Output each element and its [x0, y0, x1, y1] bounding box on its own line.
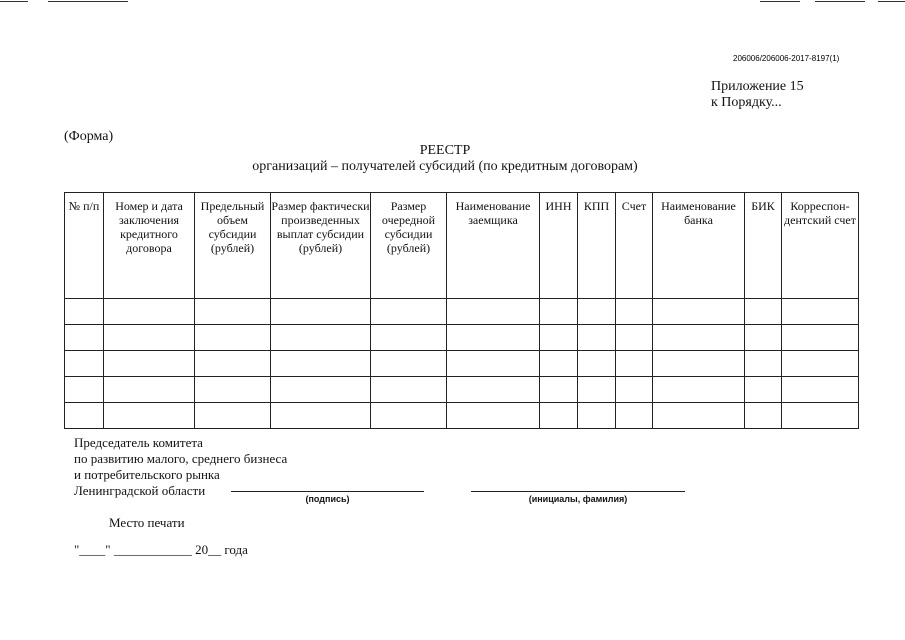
table-cell	[653, 403, 745, 429]
table-cell	[104, 299, 195, 325]
table-cell	[65, 325, 104, 351]
table-cell	[195, 299, 271, 325]
column-header-contract: Номер и дата заключения кредитного договора	[104, 193, 195, 299]
column-header-next-subsidy: Размер очередной субсидии (рублей)	[371, 193, 447, 299]
table-cell	[653, 377, 745, 403]
table-cell	[371, 377, 447, 403]
table-cell	[65, 351, 104, 377]
form-label: (Форма)	[64, 129, 114, 144]
table-cell	[745, 403, 782, 429]
document-subtitle: организаций – получателей субсидий (по кредитным договорам)	[252, 159, 638, 174]
column-header-number: № п/п	[65, 193, 104, 299]
column-header-bank: Наименование банка	[653, 193, 745, 299]
table-row	[65, 377, 859, 403]
table-cell	[65, 403, 104, 429]
table-cell	[782, 403, 859, 429]
table-cell	[104, 403, 195, 429]
signatory-line-4: Ленинградской области	[74, 483, 206, 498]
table-cell	[271, 325, 371, 351]
table-cell	[447, 377, 540, 403]
edge-mark	[878, 1, 905, 2]
document-id: 206006/206006-2017-8197(1)	[733, 54, 840, 63]
column-header-inn: ИНН	[540, 193, 578, 299]
table-cell	[104, 325, 195, 351]
column-header-limit: Предельный объем субсидии (рублей)	[195, 193, 271, 299]
appendix-line-1: Приложение 15	[711, 79, 804, 94]
name-line	[471, 490, 685, 492]
table-row	[65, 299, 859, 325]
table-cell	[271, 377, 371, 403]
table-cell	[540, 299, 578, 325]
table-cell	[104, 377, 195, 403]
table-cell	[653, 325, 745, 351]
table-cell	[745, 377, 782, 403]
table-row	[65, 325, 859, 351]
document-title: РЕЕСТР	[419, 143, 471, 158]
column-header-kpp: КПП	[578, 193, 616, 299]
table-cell	[195, 351, 271, 377]
table-cell	[616, 351, 653, 377]
table-cell	[578, 325, 616, 351]
table-cell	[578, 403, 616, 429]
column-header-paid: Размер фактически произведенных выплат субсидии (рублей)	[271, 193, 371, 299]
column-header-corr-account: Корреспон-дентский счет	[782, 193, 859, 299]
table-cell	[271, 299, 371, 325]
table-cell	[540, 403, 578, 429]
stamp-place: Место печати	[109, 515, 185, 530]
registry-table	[64, 192, 859, 429]
date-line: "____" ____________ 20__ года	[74, 542, 248, 557]
appendix-line-2: к Порядку...	[711, 95, 782, 110]
table-cell	[104, 351, 195, 377]
table-cell	[447, 325, 540, 351]
table-cell	[447, 351, 540, 377]
table-cell	[782, 377, 859, 403]
column-header-bik: БИК	[745, 193, 782, 299]
table-cell	[653, 299, 745, 325]
signatory-line-3: и потребительского рынка	[74, 467, 220, 482]
signature-line	[231, 490, 424, 492]
table-cell	[578, 377, 616, 403]
table-cell	[578, 351, 616, 377]
table-row	[65, 403, 859, 429]
table-cell	[745, 351, 782, 377]
table-cell	[578, 299, 616, 325]
table-cell	[271, 351, 371, 377]
table-cell	[540, 351, 578, 377]
table-cell	[371, 325, 447, 351]
table-cell	[616, 299, 653, 325]
table-cell	[616, 325, 653, 351]
table-cell	[195, 377, 271, 403]
table-header-row	[65, 193, 859, 299]
table-cell	[616, 403, 653, 429]
table-row	[65, 351, 859, 377]
table-cell	[540, 325, 578, 351]
column-header-borrower: Наименование заемщика	[447, 193, 540, 299]
edge-mark	[48, 1, 128, 2]
table-cell	[195, 325, 271, 351]
name-caption: (инициалы, фамилия)	[528, 494, 628, 504]
table-cell	[616, 377, 653, 403]
signatory-line-1: Председатель комитета	[74, 435, 203, 450]
edge-mark	[760, 1, 800, 2]
signature-caption: (подпись)	[305, 494, 350, 504]
table-cell	[371, 351, 447, 377]
table-cell	[540, 377, 578, 403]
table-cell	[195, 403, 271, 429]
table-cell	[447, 299, 540, 325]
appendix-note	[711, 79, 804, 111]
table-cell	[65, 377, 104, 403]
table-cell	[745, 325, 782, 351]
table-cell	[371, 403, 447, 429]
table-cell	[653, 351, 745, 377]
table-cell	[745, 299, 782, 325]
signatory-line-2: по развитию малого, среднего бизнеса	[74, 451, 288, 466]
table-cell	[782, 325, 859, 351]
edge-mark	[0, 1, 28, 2]
column-header-account: Счет	[616, 193, 653, 299]
table-cell	[65, 299, 104, 325]
table-cell	[271, 403, 371, 429]
table-cell	[371, 299, 447, 325]
table-cell	[447, 403, 540, 429]
table-cell	[782, 299, 859, 325]
table-cell	[782, 351, 859, 377]
edge-mark	[815, 1, 865, 2]
